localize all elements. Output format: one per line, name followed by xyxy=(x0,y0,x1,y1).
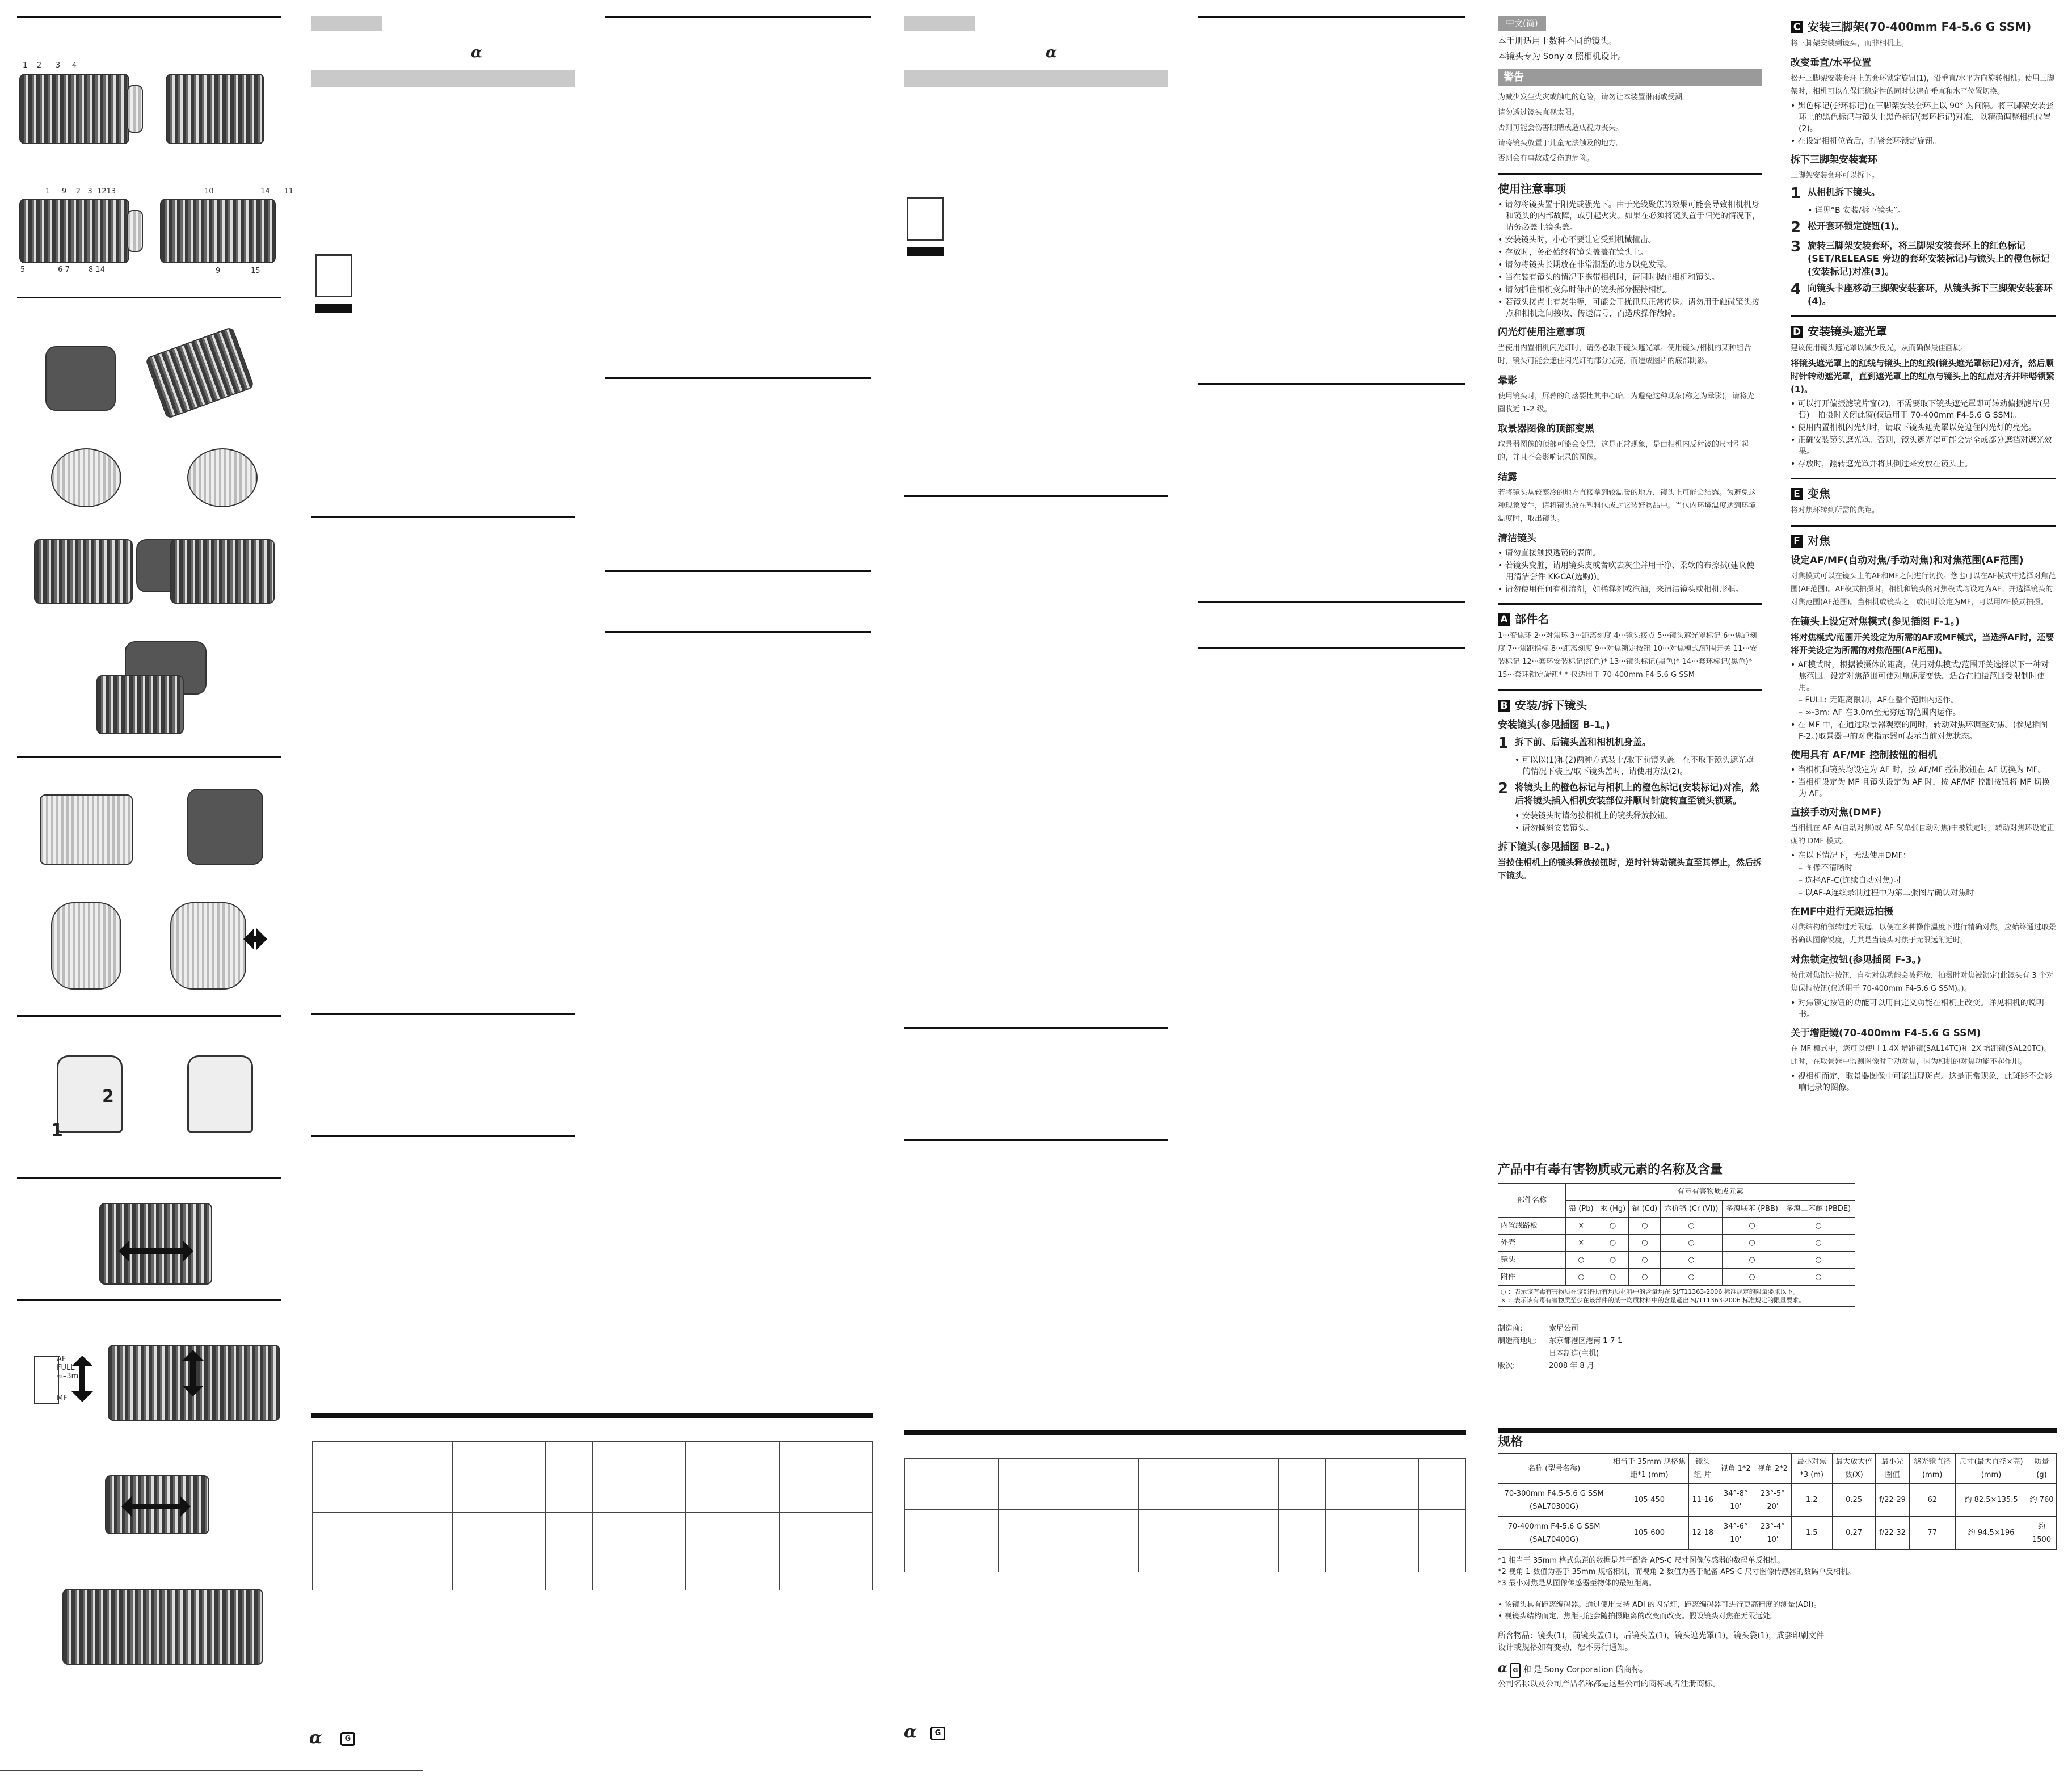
section-rule xyxy=(1198,383,1465,385)
section-rule xyxy=(1498,603,1762,605)
af-subtitle: 设定AF/MF(自动对焦/手动对焦)和对焦范围(AF范围) xyxy=(1791,555,2024,566)
warning-line: 否则可能会伤害眼睛或造成视力丧失。 xyxy=(1498,124,1624,132)
section-rule xyxy=(1498,689,1762,691)
alpha-logo: α xyxy=(904,1722,917,1742)
precaution-item: • 存放时，务必始终将镜头盖盖在镜头上。 xyxy=(1498,248,1648,257)
orient-text: 松开三脚架安装套环上的套环锁定旋钮(1)，沿垂直/水平方向旋转相机。使用三脚架时，相机可以在保证稳定性的同时快速在垂直和水平位置切换。 xyxy=(1791,74,2054,96)
shadow-text: 取景器图像的顶部可能会变黑，这是正常现象，是由相机内反射镜的尺寸引起的，并且不会影响记录的图像。 xyxy=(1498,440,1749,462)
trademark-notice: α G 和 是 Sony Corporation 的商标。 公司名称以及公司产品名称都是这些公司的商标或者注册商标。 xyxy=(1498,1661,1720,1689)
section-rule xyxy=(17,16,281,18)
section-e-title: E 变焦 xyxy=(1791,487,2056,500)
zh-column-1 xyxy=(1498,16,1762,885)
teleconverter-subtitle: 关于增距镜(70-400mm F4-5.6 G SSM) xyxy=(1791,1028,1981,1039)
onlens-subtitle: 在镜头上设定对焦模式(参见插图 F-1。) xyxy=(1791,616,1960,628)
spec-header: 名称 (型号名称) xyxy=(1498,1454,1610,1484)
section-a-title: A 部件名 xyxy=(1498,613,1762,626)
spec-table-placeholder xyxy=(312,1441,873,1590)
spec-block xyxy=(1498,1436,2057,1690)
spec-header: 最大放大倍数(X) xyxy=(1832,1454,1876,1484)
hood-step-number: 2 xyxy=(102,1087,114,1106)
afmf-note: • 当相机设定为 MF 且镜头设定为 AF 时，按 AF/MF 控制按钮将 MF 切换为 AF。 xyxy=(1791,778,2050,798)
alpha-logo: α xyxy=(1046,44,1058,61)
hood-note: • 使用内置相机闪光灯时，请取下镜头遮光罩以免遮住闪光灯的亮光。 xyxy=(1791,423,2036,432)
spec-rule xyxy=(1498,1428,2057,1433)
tripod-collar-illustration-1 xyxy=(40,794,133,865)
detach-step-3: 3 旋转三脚架安装套环，将三脚架安装套环上的红色标记(SET/RELEASE 旁边的套环安装标记)与镜头上的橙色标记(安装标记)对准(3)。 xyxy=(1791,238,2050,277)
weee-bin-icon xyxy=(907,197,944,241)
dmf-note: • 在以下情况下，无法使用DMF： xyxy=(1791,851,1911,860)
section-rule xyxy=(1791,478,2056,479)
section-f-title: F 对焦 xyxy=(1791,535,2056,548)
section-rule xyxy=(17,1299,281,1301)
detach-step-1: 1 从相机拆下镜头。 xyxy=(1791,185,1881,202)
af-text: 对焦模式可以在镜头上的AF和MF之间进行切换。您也可以在AF模式中选择对焦范围(AF范围)。AF模式拍摄时，相机和镜头的对焦模式均设定为AF。并选择镜头的对焦范围(AF范围)。当相机或镜头之一或同时设定为MF，可以用MF模式拍摄。 xyxy=(1791,572,2056,607)
hood-step-number: 1 xyxy=(51,1121,63,1140)
spec-header: 视角 2*2 xyxy=(1754,1454,1791,1484)
hood-note: • 存放时，翻转遮光罩并将其倒过来安放在镜头上。 xyxy=(1791,460,1973,469)
lens-mount-illustration xyxy=(127,85,143,133)
precaution-item: • 安装镜头时，小心不要让它受到机械撞击。 xyxy=(1498,235,1656,245)
switch-arrow-icon xyxy=(190,1356,196,1390)
spec-title: 规格 xyxy=(1498,1435,1523,1449)
spec-header: 滤光镜直径(mm) xyxy=(1909,1454,1955,1484)
table-row: 70-400mm F4-5.6 G SSM (SAL70400G) 105-600 12-18 34°-6° 10' 23°-4° 10' 1.5 0.27 f/22-32 77 约 94.5×196 约 1500 xyxy=(1498,1517,2057,1550)
toxic-title: 产品中有毒有害物质或元素的名称及含量 xyxy=(1498,1163,1723,1177)
toxic-header: 六价铬 (Cr (VI)) xyxy=(1661,1201,1722,1218)
toxic-header: 汞 (Hg) xyxy=(1597,1201,1629,1218)
orient-subtitle: 改变垂直/水平位置 xyxy=(1791,57,1872,69)
onlens-note: • 在 MF 中，在通过取景器观察的同时，转动对焦环调整对焦。(参见插图 F-2。)取景器中的对焦指示器可表示当前对焦状态。 xyxy=(1791,721,2048,741)
lens-hood-illustration-2 xyxy=(187,1055,253,1133)
precaution-item: • 请勿将镜头置于阳光或强光下。由于光线聚焦的效果可能会导致相机机身和镜头的内部故障，或引起火灾。如果在必须将镜头置于阳光的情况下，请务必盖上镜头盖。 xyxy=(1498,200,1760,232)
spec-table-placeholder xyxy=(904,1458,1466,1572)
afmf-note: • 当相机和镜头均设定为 AF 时，按 AF/MF 控制按钮在 AF 切换为 MF。 xyxy=(1791,765,2046,775)
zoom-arrow-icon xyxy=(125,1248,187,1254)
lens-rear-illustration xyxy=(145,326,254,419)
tripod-collar-illustration-3 xyxy=(51,902,121,990)
alpha-logo: α xyxy=(1498,1661,1507,1676)
dmf-subtitle: 直接手动对焦(DMF) xyxy=(1791,807,1882,818)
spec-footnotes: *1 相当于 35mm 格式焦距的数据是基于配备 APS-C 尺寸图像传感器的数码单反相机。 *2 视角 1 数值为基于 35mm 规格相机，而视角 2 数值为基于配备 APS-C 尺寸图像传感器的数码单反相机。 *3 最小对焦是从图像传感器至物体的最短距离。 xyxy=(1498,1556,1856,1588)
mounted-lens-illustration xyxy=(96,675,184,734)
section-rule xyxy=(1198,647,1465,649)
section-rule xyxy=(1198,16,1465,18)
camera-body-illustration xyxy=(45,346,116,411)
toxic-header: 有毒有害物质或元素 xyxy=(1566,1184,1855,1201)
callout-numbers-5: 9 15 xyxy=(216,267,260,275)
precaution-item: • 若镜头接点上有灰尘等，可能会干扰讯息正常传送。请勿用手触碰镜头接点和相机之间接收、传送信号，而造成操作故障。 xyxy=(1498,298,1759,318)
spec-header: 质量(g) xyxy=(2027,1454,2057,1484)
teleconverter-note: • 视相机而定，取景器图像中可能出现斑点。这是正常现象，此斑影不会影响记录的图像。 xyxy=(1791,1072,2052,1092)
section-rule xyxy=(17,1015,281,1017)
callout-numbers-4: 10 14 11 xyxy=(204,187,294,196)
mount-subtitle: 安装镜头(参见插图 B-1。) xyxy=(1498,719,1610,731)
hood-note: • 可以打开偏振滤镜片窗(2)，不需要取下镜头遮光罩即可转动偏振滤片(另售)。拍摄时关闭此窗(仅适用于 70-400mm F4-5.6 G SSM)。 xyxy=(1791,399,2051,420)
toxic-table xyxy=(1498,1183,1855,1307)
warning-line: 请将镜头放置于儿童无法触及的地方。 xyxy=(1498,139,1624,148)
condensation-title: 结露 xyxy=(1498,472,1517,483)
hood-note: • 正确安装镜头遮光罩。否则，镜头遮光罩可能会完全或部分遮挡对遮光效果。 xyxy=(1791,436,2052,456)
orient-note: • 黑色标记(套环标记)在三脚架安装套环上以 90° 为间隔。将三脚架安装套环上的黑色标记与镜头上黑色标记(套环标记)对准，以精确调整相机位置(2)。 xyxy=(1791,102,2054,133)
spec-header: 镜头组-片 xyxy=(1688,1454,1717,1484)
weee-bar-icon xyxy=(315,304,352,313)
table-row: 70-300mm F4.5-5.6 G SSM (SAL70300G) 105-450 11-16 34°-8° 10' 23°-5° 20' 1.2 0.25 f/22-29 62 约 82.5×135.5 约 760 xyxy=(1498,1484,2057,1517)
section-rule xyxy=(311,1135,575,1137)
remove-subtitle: 拆下镜头(参见插图 B-2。) xyxy=(1498,841,1610,853)
table-row: 附件 ○ ○ ○ ○ ○ ○ xyxy=(1498,1269,1855,1286)
mount-step-note: • 可以以(1)和(2)两种方式装上/取下前镜头盖。在不取下镜头遮光罩的情况下装上/取下镜头盖时，请使用方法(2)。 xyxy=(1515,756,1754,776)
toxic-header: 铅 (Pb) xyxy=(1566,1201,1597,1218)
spec-header: 尺寸(最大直径×高)(mm) xyxy=(1955,1454,2027,1484)
language-tab xyxy=(904,16,975,31)
lens-mount-illustration-2 xyxy=(127,210,143,252)
toxic-header: 多溴二苯醚 (PBDE) xyxy=(1782,1201,1855,1218)
section-c-title: C 安装三脚架(70-400mm F4-5.6 G SSM) xyxy=(1791,20,2056,33)
flash-text: 当使用内置相机闪光灯时，请务必取下镜头遮光罩。使用镜头/相机的某种组合时，镜头可能会遮住闪光灯的部分光亮，而造成图片的底部阴影。 xyxy=(1498,344,1751,365)
spec-header: 最小光圈值 xyxy=(1876,1454,1909,1484)
focus-switch-illustration xyxy=(34,1356,59,1404)
section-rule xyxy=(904,495,1168,497)
spec-table xyxy=(1498,1453,2057,1550)
onlens-note: – FULL: 无距离限制，AF在整个范围内运作。 xyxy=(1799,696,1959,705)
language-tab-zh: 中文(简) xyxy=(1498,16,1546,31)
warning-band xyxy=(311,70,575,87)
focus-lock-text: 按住对焦锁定按钮，自动对焦功能会被释放，拍摄时对焦被锁定(此镜头有 3 个对焦保持按钮(仅适用于 70-400mm F4-5.6 G SSM)。)。 xyxy=(1791,971,2054,993)
zh-column-2 xyxy=(1791,20,2056,1095)
dmf-note: – 以AF-A连续录制过程中为第二张图片确认对焦时 xyxy=(1799,889,1974,898)
language-tab xyxy=(311,16,382,31)
spec-bullets: • 该镜头具有距离编码器。通过使用支持 ADI 的闪光灯，距离编码器可进行更高精度的测量(ADI)。 • 视镜头结构而定，焦距可能会随拍摄距离的改变而改变。假设镜头对焦在无限远处。 xyxy=(1498,1601,1821,1621)
mount-step-1: 1 拆下前、后镜头盖和相机机身盖。 xyxy=(1498,735,1652,752)
section-rule xyxy=(605,631,871,633)
onlens-note: – ∞-3m: AF 在3.0m至无穷远的范围内运作。 xyxy=(1799,708,1961,717)
toxic-notes: ○ ：表示该有毒有害物质在该部件所有均质材料中的含量均在 SJ/T11363-2006 标准规定的限量要求以下。 × ：表示该有毒有害物质至少在该部件的某一均质材料中的含量超出 SJ/T11363-2006 标准规定的限量要求。 xyxy=(1498,1286,1855,1307)
hood-instruction: 将镜头遮光罩上的红线与镜头上的红线(镜头遮光罩标记)对齐，然后顺时针转动遮光罩，直到遮光罩上的红点与镜头上的红点对齐并咔嗒锁紧(1)。 xyxy=(1791,358,2055,394)
flash-title: 闪光灯使用注意事项 xyxy=(1498,327,1585,338)
alpha-logo: α xyxy=(309,1728,323,1748)
g-logo: G xyxy=(930,1727,945,1740)
section-rule xyxy=(904,1027,1168,1029)
g-logo: G xyxy=(1510,1663,1521,1678)
parts-list: 1···变焦环 2···对焦环 3···距离刻度 4···镜头接点 5···镜头遮光罩标记 6···焦距刻度 7···焦距指标 8···距离刻度 9···对焦锁定按钮 10···对焦模式/范围开关 11···安装标记 12···套环安装标记(红色)* 13···镜头标记(黑色)* 14···套环标记(黑色)* 15···套环锁定旋钮* * 仅适用于 70-400mm F4-5.6 G SSM xyxy=(1498,632,1757,679)
section-rule xyxy=(605,570,871,572)
callout-numbers-3: 5 6 7 8 14 xyxy=(20,266,105,274)
cleaning-item: • 请勿使用任何有机溶剂，如稀释剂或汽油，来清洁镜头或相机形框。 xyxy=(1498,585,1743,594)
hood-text: 建议使用镜头遮光罩以减少反光，从而确保最佳画质。 xyxy=(1791,344,1968,352)
section-b-title: B 安装/拆下镜头 xyxy=(1498,699,1762,712)
precautions-title: 使用注意事项 xyxy=(1498,182,1566,196)
section-rule xyxy=(605,16,871,18)
warning-band xyxy=(904,70,1168,87)
teleconverter-text: 在 MF 模式中，您可以使用 1.4X 增距镜(SAL14TC)和 2X 增距镜(SAL20TC)。此时，在取景器中监测图像时手动对焦，因为相机的对焦功能不起作用。 xyxy=(1791,1045,2052,1066)
toxic-header: 部件名称 xyxy=(1498,1184,1566,1218)
dmf-note: – 图像不清晰时 xyxy=(1799,864,1853,873)
section-rule xyxy=(17,756,281,758)
weee-bar-icon xyxy=(907,247,944,256)
focus-arrow-icon xyxy=(128,1504,184,1509)
section-rule xyxy=(311,1013,575,1015)
zoom-text: 将对焦环转到所需的焦距。 xyxy=(1791,506,1880,515)
dmf-note: – 选择AF-C(连续自动对焦)时 xyxy=(1799,876,1901,885)
mount-step-note: • 请勿倾斜安装镜头。 xyxy=(1515,824,1594,833)
onlens-instruction: 将对焦模式/范围开关设定为所需的AF或MF模式，当选择AF时，还要将开关设定为所需的对焦范围(AF范围)。 xyxy=(1791,632,2054,655)
spec-header: 相当于 35mm 规格焦距*1 (mm) xyxy=(1610,1454,1688,1484)
lens-illustration-2 xyxy=(19,199,129,263)
dmf-text: 当相机在 AF-A(自动对焦)或 AF-S(单张自动对焦)中被锁定时，转动对焦环设定正确的 DMF 模式。 xyxy=(1791,824,2054,845)
focus-lock-illustration xyxy=(62,1589,263,1665)
warning-title: 警告 xyxy=(1498,69,1762,86)
precaution-item: • 请勿抓住相机变焦时伸出的镜头部分握持相机。 xyxy=(1498,285,1672,294)
spec-header: 视角 1*2 xyxy=(1717,1454,1754,1484)
orient-note: • 在设定相机位置后，拧紧套环锁定旋钮。 xyxy=(1791,137,1941,146)
detach-step-note: • 详见“B 安装/拆下镜头”。 xyxy=(1808,206,1905,215)
infinity-subtitle: 在MF中进行无限远拍摄 xyxy=(1791,906,1894,918)
remove-text: 当按住相机上的镜头释放按钮时，逆时针转动镜头直至其停止，然后拆下镜头。 xyxy=(1498,857,1762,881)
toxic-header: 多溴联苯 (PBB) xyxy=(1722,1201,1782,1218)
tripod-text: 将三脚架安装到镜头，而非相机上。 xyxy=(1791,39,1909,48)
precaution-item: • 请勿将镜头长期放在非常潮湿的地方以免发霉。 xyxy=(1498,260,1672,270)
spec-rule xyxy=(311,1413,873,1418)
toxic-header: 镉 (Cd) xyxy=(1629,1201,1661,1218)
detach-text: 三脚架安装套环可以拆下。 xyxy=(1791,171,1880,180)
page-bottom-rule xyxy=(0,1770,423,1771)
tripod-collar-illustration-2 xyxy=(187,789,263,865)
lens-illustration-3 xyxy=(160,199,276,263)
shadow-title: 取景器图像的顶部变黑 xyxy=(1498,423,1594,435)
section-d-title: D 安装镜头遮光罩 xyxy=(1791,325,2056,338)
cleaning-title: 清洁镜头 xyxy=(1498,533,1536,544)
package-contents: 所含物品：镜头(1)，前镜头盖(1)，后镜头盖(1)，镜头遮光罩(1)，镜头袋(1)，成套印刷文件 设计或规格如有变动，恕不另行通知。 xyxy=(1498,1631,1825,1652)
spec-rule xyxy=(904,1430,1466,1435)
lens-illustration-side xyxy=(19,74,129,144)
focus-lock-subtitle: 对焦锁定按钮(参见插图 F-3。) xyxy=(1791,954,1921,966)
mount-step-illustration-3 xyxy=(170,539,275,604)
section-rule xyxy=(1198,601,1465,603)
switch-arrow-icon xyxy=(79,1362,85,1396)
warning-line: 否则会有事故或受伤的危险。 xyxy=(1498,154,1594,163)
section-rule xyxy=(1498,173,1762,175)
onlens-note: • AF模式时，根据被摄体的距离，使用对焦模式/范围开关选择以下一种对焦范围。设定对焦范围可使对焦速度变快，适合在拍摄范围受限制时使用。 xyxy=(1791,660,2049,692)
g-logo: G xyxy=(340,1732,355,1746)
callout-numbers-2: 1 9 2 3 1213 xyxy=(45,187,116,196)
vignette-title: 晕影 xyxy=(1498,375,1517,386)
section-rule xyxy=(1791,525,2056,527)
arrow-icon xyxy=(250,936,261,942)
vignette-text: 使用镜头时，屏幕的角落要比其中心暗。为避免这种现象(称之为晕影)，请将光圈收近 1-2 级。 xyxy=(1498,392,1755,414)
intro-line: 本手册适用于数种不同的镜头。 xyxy=(1498,36,1618,46)
table-row: 镜头 ○ ○ ○ ○ ○ ○ xyxy=(1498,1252,1855,1269)
lens-illustration-tripod xyxy=(166,74,264,144)
infinity-text: 对焦结构稍微转过无限远，以便在多种操作温度下进行精确对焦。应始终通过取景器确认图像锐度，尤其是当镜头对焦于无限远附近时。 xyxy=(1791,923,2057,945)
lens-cap-illustration-2 xyxy=(187,448,258,507)
maker-info: 制造商: 索尼公司 制造商地址: 东京都港区港南 1-7-1 日本制造(主机) 版次: 2008 年 8 月 xyxy=(1498,1324,1623,1370)
focus-switch-labels: AF FULL ∞–3m MF xyxy=(57,1355,79,1403)
mount-step-illustration-1 xyxy=(34,539,133,604)
detach-subtitle: 拆下三脚架安装套环 xyxy=(1791,154,1877,166)
callout-numbers: 1 2 3 4 xyxy=(23,61,77,70)
detach-step-4: 4 向镜头卡座移动三脚架安装套环，从镜头拆下三脚架安装套环(4)。 xyxy=(1791,281,2053,306)
mount-step-2: 2 将镜头上的橙色标记与相机上的橙色标记(安装标记)对准，然后将镜头插入相机安装部位并顺时针旋转直至镜头锁紧。 xyxy=(1498,780,1759,806)
zh-bottom-block xyxy=(1498,1163,2060,1373)
detach-step-2: 2 松开套环锁定旋钮(1)。 xyxy=(1791,219,1904,236)
section-rule xyxy=(311,516,575,518)
focus-lock-note: • 对焦锁定按钮的功能可以用自定义功能在相机上改变。详见相机的说明书。 xyxy=(1791,999,2044,1019)
weee-bin-icon xyxy=(315,254,352,297)
table-row: 外壳 × ○ ○ ○ ○ ○ xyxy=(1498,1235,1855,1252)
spec-header: 最小对焦*3 (m) xyxy=(1791,1454,1832,1484)
afmf-subtitle: 使用具有 AF/MF 控制按钮的相机 xyxy=(1791,750,1938,761)
mount-step-note: • 安装镜头时请勿按相机上的镜头释放按钮。 xyxy=(1515,811,1673,820)
section-rule xyxy=(1791,315,2056,317)
precaution-item: • 当在装有镜头的情况下携带相机时，请同时握住相机和镜头。 xyxy=(1498,273,1720,282)
alpha-logo: α xyxy=(471,44,483,61)
lens-cap-illustration-1 xyxy=(51,448,121,507)
cleaning-item: • 若镜头变脏，请用镜头皮或者吹去灰尘并用干净、柔软的布擦拭(建议使用清洁套件 KK-CA(选购))。 xyxy=(1498,561,1755,582)
condensation-text: 若将镜头从较寒冷的地方直接拿到较温暖的地方，镜头上可能会结露。为避免这种现象发生，请将镜头放在塑料包或封它装好物品中。当包内环境温度达到环境温度时，取出镜头。 xyxy=(1498,489,1757,523)
table-row: 内置线路板 × ○ ○ ○ ○ ○ xyxy=(1498,1218,1855,1235)
cleaning-item: • 请勿直接触摸透镜的表面。 xyxy=(1498,549,1601,558)
intro-line: 本镜头专为 Sony α 照相机设计。 xyxy=(1498,51,1627,61)
section-rule xyxy=(17,297,281,298)
section-rule xyxy=(904,1139,1168,1141)
warning-line: 为减少发生火灾或触电的危险，请勿让本装置淋雨或受潮。 xyxy=(1498,93,1690,102)
section-rule xyxy=(17,1177,281,1179)
warning-line: 请勿透过镜头直视太阳。 xyxy=(1498,108,1580,117)
section-rule xyxy=(605,377,871,379)
